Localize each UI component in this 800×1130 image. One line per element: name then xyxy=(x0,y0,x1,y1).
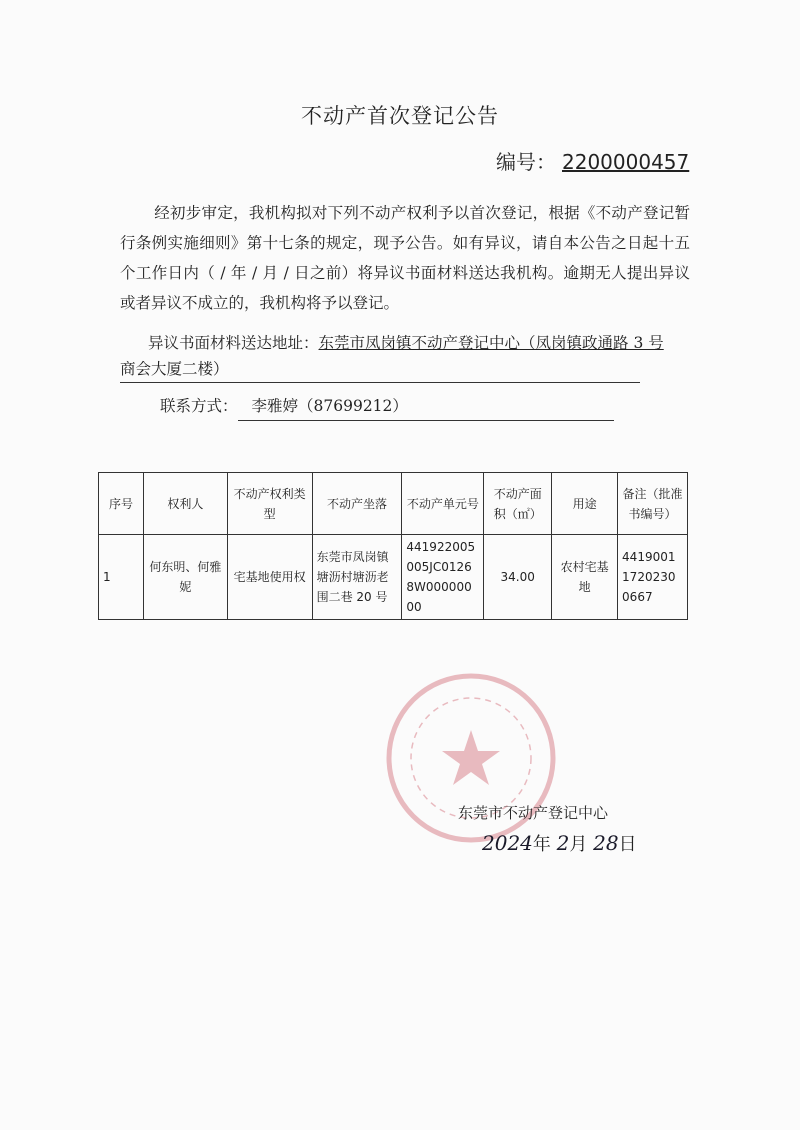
cell-usage: 农村宅基地 xyxy=(552,535,618,620)
page-title: 不动产首次登记公告 xyxy=(301,104,499,128)
registration-table xyxy=(98,472,688,620)
table-header-row xyxy=(99,473,688,535)
cell-area: 34.00 xyxy=(484,535,552,620)
date-month-suffix: 月 xyxy=(569,834,588,855)
header-unit-number: 不动产单元号 xyxy=(402,473,484,535)
address-value: 东莞市凤岗镇不动产登记中心（凤岗镇政通路 3 号 xyxy=(318,334,664,352)
table-row xyxy=(99,535,688,620)
header-location: 不动产坐落 xyxy=(312,473,402,535)
document-number-value: 2200000457 xyxy=(562,150,690,174)
cell-remarks: 441900117202300667 xyxy=(618,535,688,620)
header-right-holder: 权利人 xyxy=(143,473,227,535)
header-index: 序号 xyxy=(99,473,144,535)
cell-right-holder: 何东明、何雅妮 xyxy=(143,535,227,620)
cell-right-type: 宅基地使用权 xyxy=(227,535,312,620)
header-usage: 用途 xyxy=(552,473,618,535)
table-header xyxy=(99,473,688,535)
contact-line xyxy=(160,392,614,421)
objection-address-line xyxy=(148,328,664,358)
notice-paragraph xyxy=(120,198,690,318)
contact-label: 联系方式： xyxy=(160,397,238,415)
date-month: 2 xyxy=(556,831,570,855)
document-number-label: 编号： xyxy=(496,150,556,174)
date-day: 28 xyxy=(593,831,619,855)
date-year: 2024 xyxy=(482,831,533,855)
issuing-organization: 东莞市不动产登记中心 xyxy=(458,804,609,822)
contact-value: 李雅婷（87699212） xyxy=(238,392,614,421)
objection-address-continued: 商会大厦二楼） xyxy=(120,356,640,383)
notice-text: 经初步审定，我机构拟对下列不动产权利予以首次登记，根据《不动产登记暂行条例实施细则》第十七条的规定，现予公告。如有异议，请自本公告之日起十五个工作日内（ / 年 / 月 / 日之前）将异议书面材料送达我机构。逾期无人提出异议或者异议不成立的，我机构将予以登记。 xyxy=(120,204,690,312)
date-year-suffix: 年 xyxy=(532,834,551,855)
header-right-type: 不动产权利类型 xyxy=(227,473,312,535)
document-number xyxy=(496,146,691,175)
signature-date xyxy=(482,830,637,856)
cell-unit-number: 441922005005JC01268W00000000 xyxy=(402,535,484,620)
header-remarks: 备注（批准书编号） xyxy=(618,473,688,535)
cell-location: 东莞市凤岗镇塘沥村塘沥老围二巷 20 号 xyxy=(312,535,402,620)
header-area: 不动产面积（㎡） xyxy=(484,473,552,535)
cell-index: 1 xyxy=(99,535,144,620)
address-label: 异议书面材料送达地址： xyxy=(148,334,319,352)
date-day-suffix: 日 xyxy=(618,834,637,855)
